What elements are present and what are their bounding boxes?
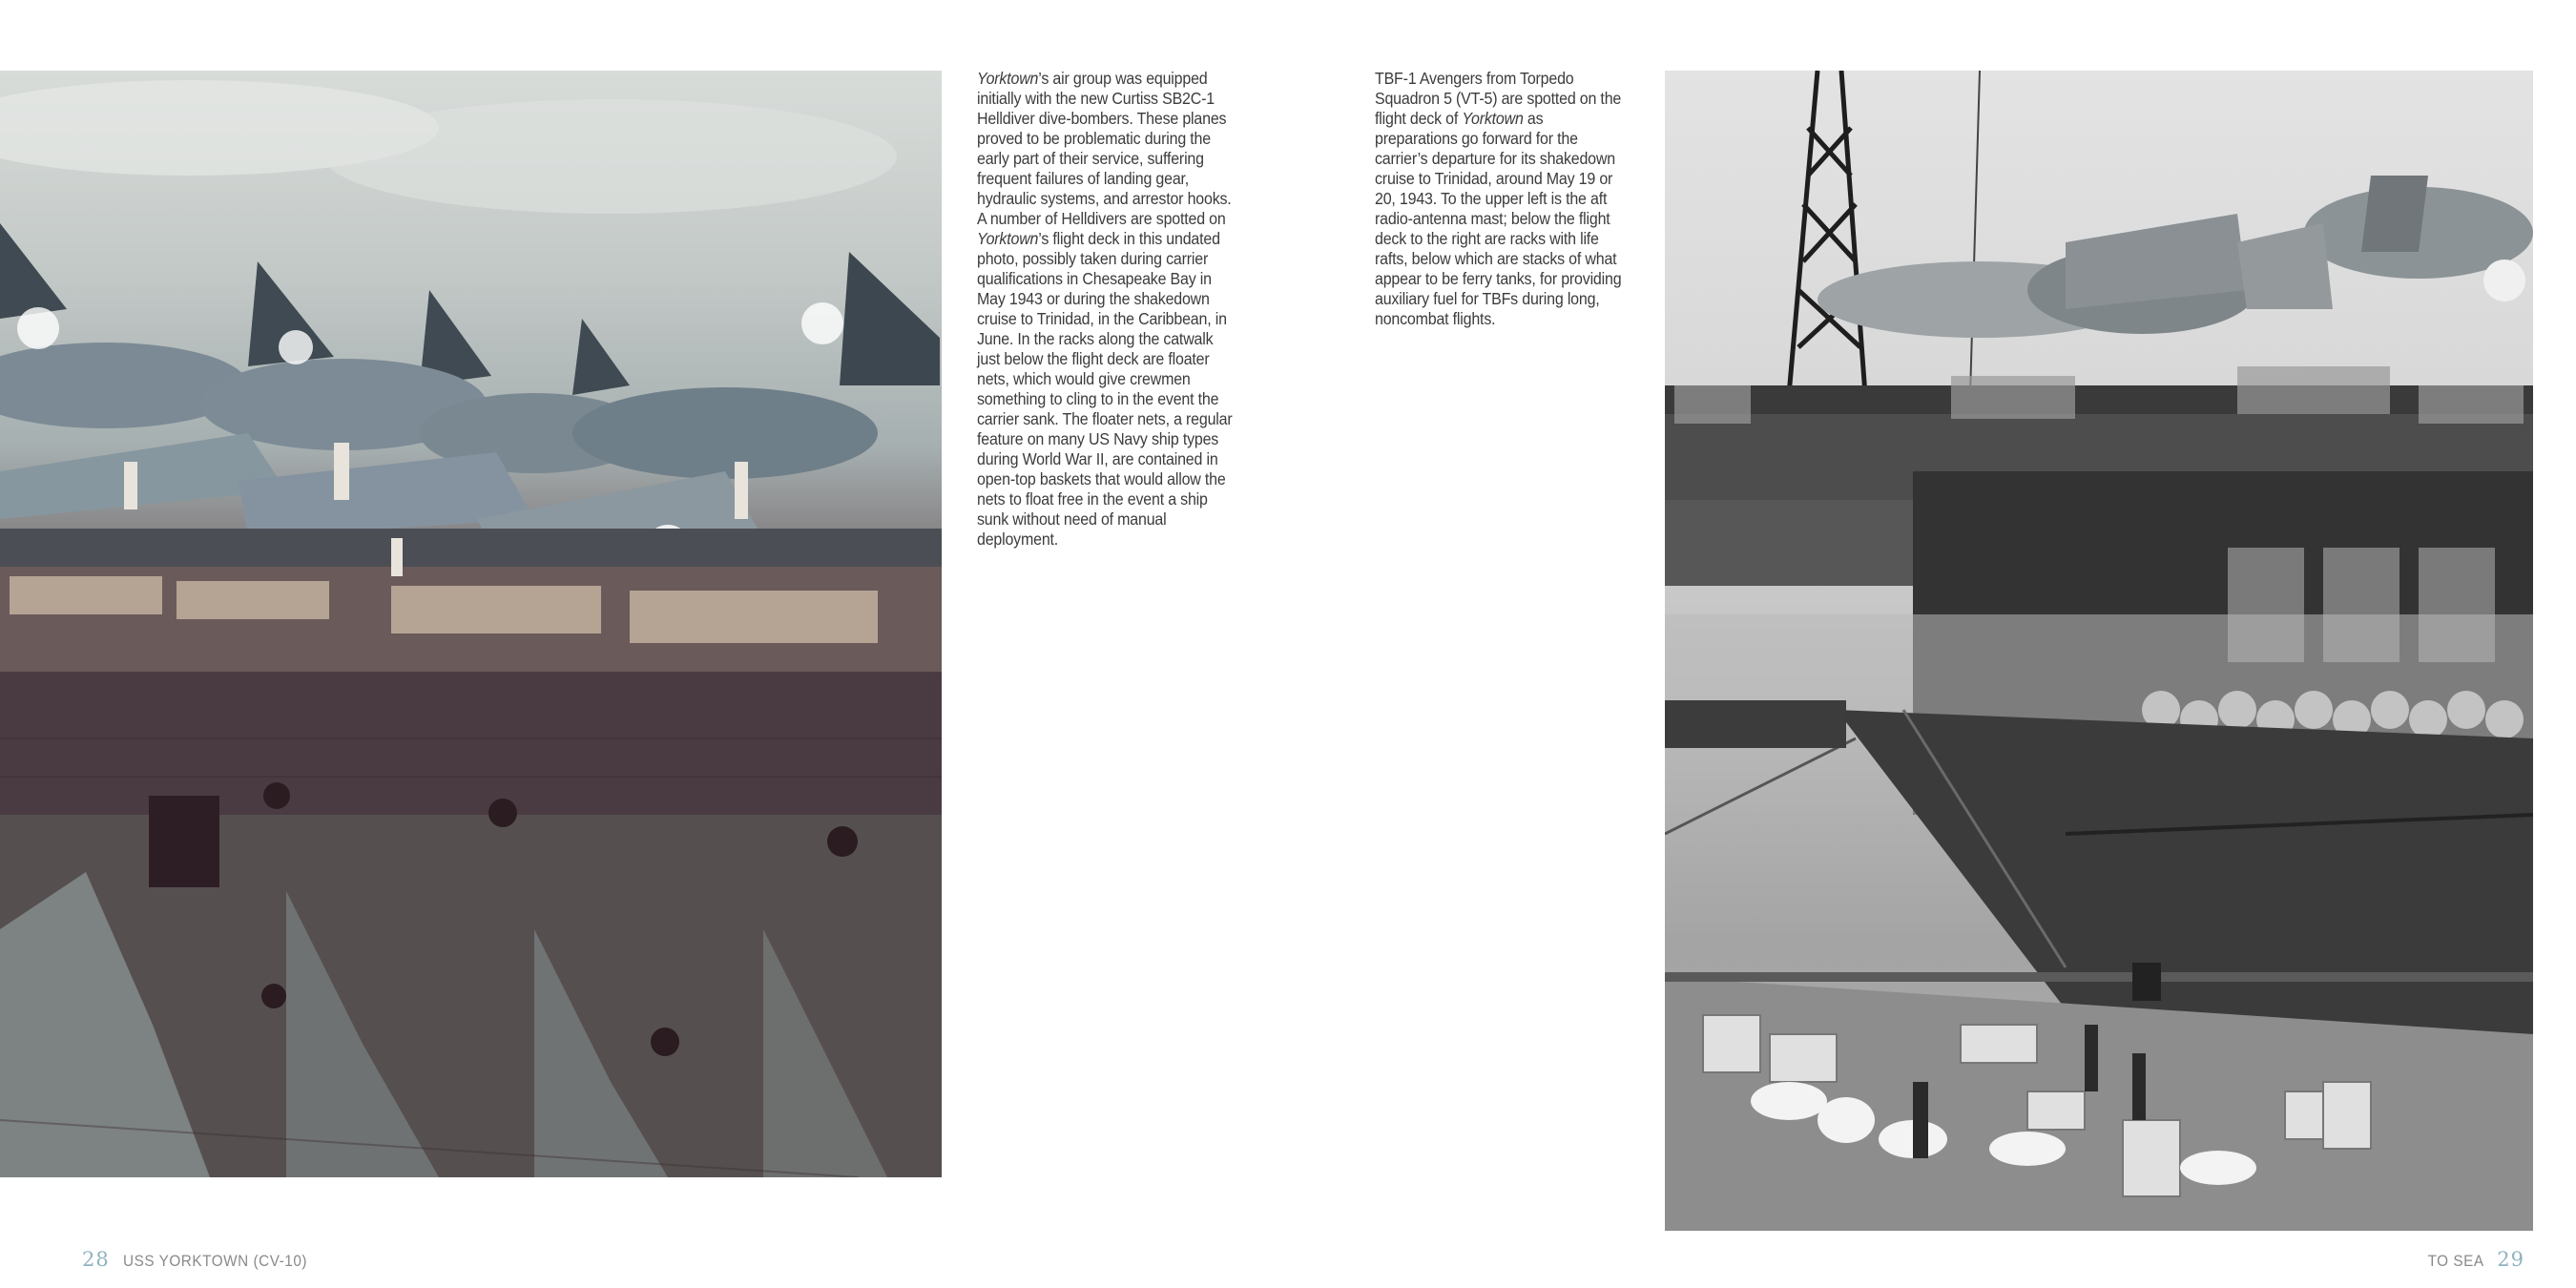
caption-right-segment-2: as preparations go forward for the carrier’s departure for its shakedown cruise to Trinidad, around May 19 or 20, 1943. To the upper left is the aft radio-antenna mast; below the flight deck to the right are racks with life rafts, below which are stacks of what appear to be ferry tanks, for providing auxiliary fuel for TBFs during long, noncombat flights. (1375, 109, 1626, 328)
caption-left-segment-1: ’s air group was equipped initially with the new Curtiss SB2C-1 Helldiver dive-bombers. These planes proved to be problematic during the early part of their service, suffering frequent failures of landing gear, hydraulic systems, and arrestor hooks. A number of Helldivers are spotted on (977, 69, 1235, 228)
photo-helldivers-flight-deck (0, 71, 942, 1177)
caption-right-segment-1: Yorktown (1462, 109, 1524, 128)
page-number-left: 28 (82, 1248, 110, 1271)
caption-left-page (977, 69, 1235, 550)
running-head-left: USS YORKTOWN (CV-10) (122, 1252, 307, 1270)
folio-right (2421, 1248, 2524, 1271)
caption-right-page (1375, 69, 1627, 329)
caption-left-segment-2: Yorktown (977, 229, 1039, 248)
caption-right-segment-0: TBF-1 Avengers from Torpedo Squadron 5 (VT-5) are spotted on the flight deck of (1375, 69, 1626, 128)
helldiver-photo-illustration (0, 71, 942, 1177)
running-head-right: TO SEA (2427, 1252, 2484, 1270)
caption-left-segment-3: ’s flight deck in this undated photo, possibly taken during carrier qualifications in Chesapeake Bay in May 1943 or during the shakedown cruise to Trinidad, in the Caribbean, in June. In the racks along the catwalk just below the flight deck are floater nets, which would give crewmen something to cling to in the event the carrier sank. The floater nets, a regular feature on many US Navy ship types during World War II, are contained in open-top baskets that would allow the nets to float free in the event a ship sunk without need of manual deployment. (977, 229, 1236, 549)
folio-left (82, 1248, 327, 1271)
photo-avengers-carrier-pier (1665, 71, 2533, 1231)
avenger-photo-illustration (1665, 71, 2533, 1231)
page-number-right: 29 (2497, 1248, 2524, 1271)
caption-left-segment-0: Yorktown (977, 69, 1039, 88)
